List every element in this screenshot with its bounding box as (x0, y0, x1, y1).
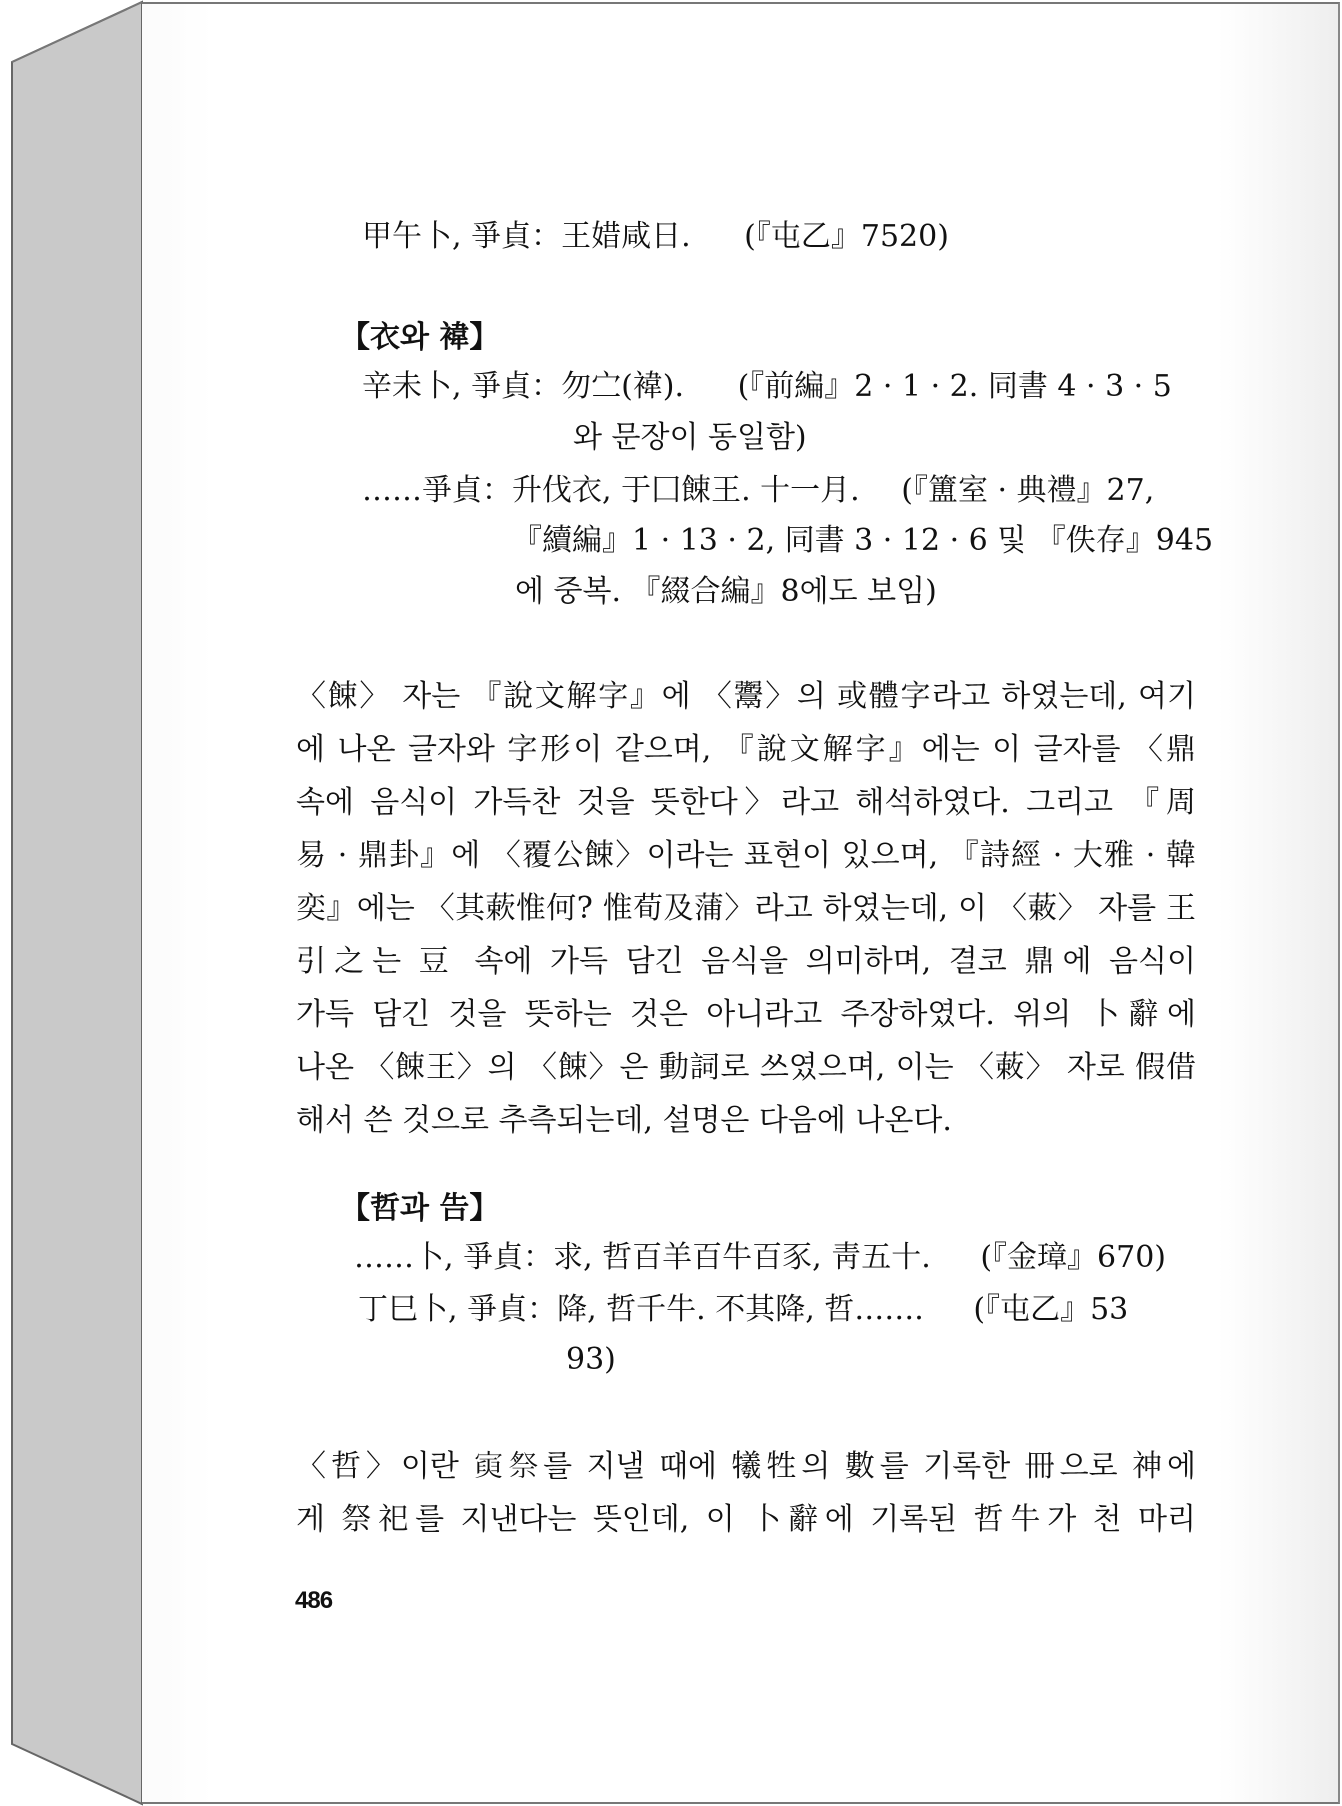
paragraph-line: 속에 음식이 가득찬 것을 뜻한다〉라고 해석하였다. 그리고 『周 (296, 785, 1196, 820)
paragraph-line: 引之는 豆 속에 가득 담긴 음식을 의미하며, 결코 鼎에 음식이 (296, 944, 1196, 979)
section-heading: 【衣와 褘】 (340, 320, 500, 355)
paragraph-line: 奕』에는 〈其蔌惟何? 惟荀及蒲〉라고 하였는데, 이 〈䔩〉 자를 王 (296, 891, 1196, 926)
paragraph-line: 게 祭祀를 지낸다는 뜻인데, 이 卜辭에 기록된 哲牛가 천 마리 (296, 1502, 1196, 1537)
citation-continuation: 와 문장이 동일함) (573, 420, 807, 455)
body-paragraph (296, 1440, 1196, 1546)
citation-ref: (『屯乙』7520) (744, 219, 949, 254)
citation-ref: (『金璋』670) (980, 1240, 1166, 1275)
citation-line (354, 1238, 1166, 1278)
section-heading: 【哲과 告】 (340, 1191, 500, 1226)
body-paragraph (296, 670, 1196, 1147)
paragraph-line: 가득 담긴 것을 뜻하는 것은 아니라고 주장하였다. 위의 卜辭에 (296, 997, 1196, 1032)
page-number: 486 (295, 1587, 333, 1614)
paragraph-line: 해서 쓴 것으로 추측되는데, 설명은 다음에 나온다. (296, 1103, 952, 1138)
citation-ref: (『屯乙』53 (973, 1292, 1129, 1327)
citation-ref: (『前編』2 · 1 · 2. 同書 4 · 3 · 5 (737, 369, 1172, 404)
citation-text: 甲午卜, 爭貞：王㛭咸日. (362, 219, 691, 254)
citation-line (362, 471, 1154, 511)
citation-continuation: 『續編』1 · 13 · 2, 同書 3 · 12 · 6 및 『佚存』945 (512, 523, 1214, 558)
citation-text: ……爭貞：升伐衣, 于囗餗王. 十一月. (362, 473, 860, 508)
paragraph-line: 나온 〈餗王〉의 〈餗〉은 動詞로 쓰였으며, 이는 〈䔩〉 자로 假借 (296, 1050, 1196, 1085)
citation-continuation: 93) (566, 1342, 616, 1377)
paragraph-line: 易 · 鼎卦』에 〈覆公餗〉이라는 표현이 있으며, 『詩經 · 大雅 · 韓 (296, 838, 1196, 873)
paragraph-line: 〈餗〉 자는 『說文解字』에 〈䰞〉의 或體字라고 하였는데, 여기 (296, 679, 1196, 714)
citation-text: 丁巳卜, 爭貞：降, 哲千牛. 不其降, 哲……. (358, 1292, 924, 1327)
citation-line (362, 217, 949, 257)
citation-line (358, 1290, 1128, 1330)
citation-ref: (『簠室 · 典禮』27, (901, 473, 1155, 508)
citation-line (362, 367, 1172, 407)
paragraph-line: 에 나온 글자와 字形이 같으며, 『說文解字』에는 이 글자를 〈鼎 (296, 732, 1196, 767)
citation-text: ……卜, 爭貞：求, 哲百羊百牛百豕, 靑五十. (354, 1240, 931, 1275)
paragraph-line: 〈哲〉이란 𡩟祭를 지낼 때에 犧牲의 數를 기록한 冊으로 神에 (296, 1449, 1196, 1484)
citation-text: 辛未卜, 爭貞：勿㝉(褘). (362, 369, 685, 404)
citation-continuation: 에 중복. 『綴合編』8에도 보임) (515, 574, 937, 609)
